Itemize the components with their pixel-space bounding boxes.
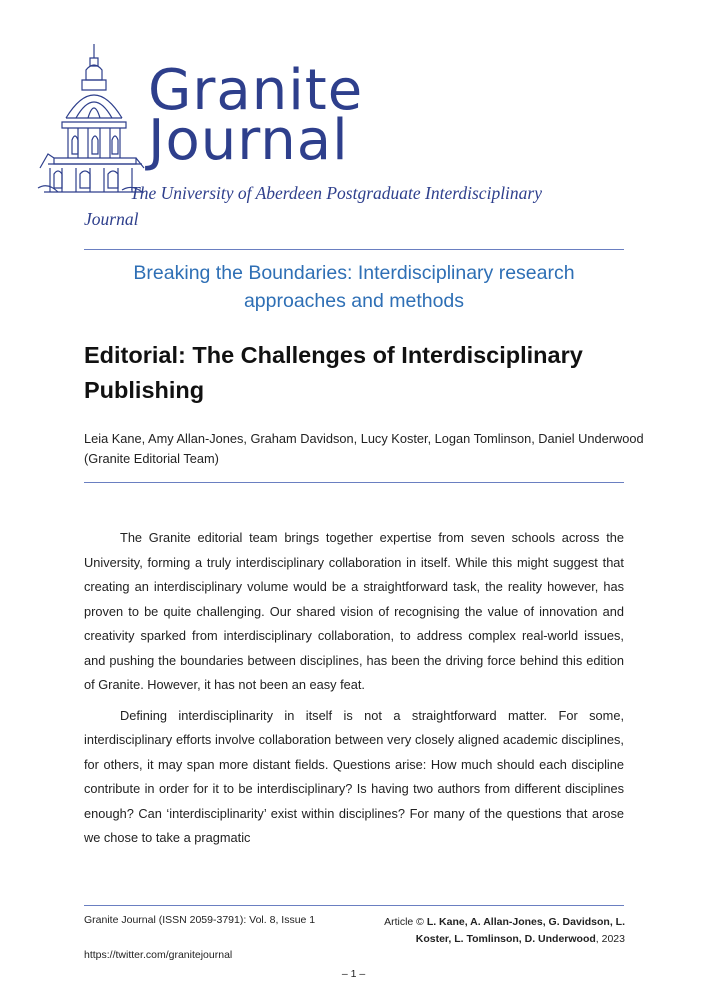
issue-theme: Breaking the Boundaries: Interdisciplinary research approaches and methods (133, 262, 575, 312)
footer-copyright-year: , 2023 (595, 933, 625, 945)
footer-divider (84, 905, 624, 906)
granite-journal-logo-illustration (36, 40, 148, 200)
journal-brand-wordmark (148, 58, 398, 173)
footer-journal-info: Granite Journal (ISSN 2059-3791): Vol. 8, Issue 1 (84, 914, 316, 926)
brand-line-journal: Journal (148, 108, 349, 173)
brand-line-granite: Granite (148, 58, 364, 123)
footer-twitter-link[interactable]: https://twitter.com/granitejournal (84, 949, 233, 961)
journal-subtitle-line1: The University of Aberdeen Postgraduate Interdisciplinary (130, 183, 542, 203)
article-body (84, 526, 624, 857)
footer-copyright-authors: L. Kane, A. Allan-Jones, G. Davidson, L. Koster, L. Tomlinson, D. Underwood (415, 916, 625, 945)
journal-subtitle-line2: Journal (84, 209, 139, 229)
journal-subtitle (84, 180, 644, 232)
authors-divider (84, 482, 624, 483)
footer-copyright-prefix: Article © (384, 916, 427, 928)
header-divider (84, 249, 624, 250)
article-authors: Leia Kane, Amy Allan-Jones, Graham Davidson, Lucy Koster, Logan Tomlinson, Daniel Underwood (Granite Editorial Team) (84, 431, 644, 466)
page-number: – 1 – (341, 968, 366, 980)
body-paragraph: The Granite editorial team brings together expertise from seven schools across the University, forming a truly interdisciplinary collaboration in itself. While this might suggest that creating an interdisciplinary volume would be a straightforward task, the reality however, has proven to be quite challenging. Our shared vision of recognising the value of innovation and creativity sparked from interdisciplinary collaboration, to address complex real-world issues, and pushing the boundaries between disciplines, has been the driving force behind this edition of Granite. However, it has not been an easy feat. (84, 530, 624, 692)
body-paragraph: Defining interdisciplinarity in itself is not a straightforward matter. For some, interdisciplinary efforts involve collaboration between very closely aligned academic disciplines, for others, it may span more distant fields. Questions arise: How much should each discipline contribute in order for it to be interdisciplinary? Is having two authors from different disciplines enough? Can ‘interdisciplinarity’ exist within disciplines? For many of the questions that arose we chose to take a pragmatic (84, 707, 624, 845)
article-title: Editorial: The Challenges of Interdisciplinary Publishing (84, 342, 583, 403)
footer-article-copyright (352, 914, 625, 948)
